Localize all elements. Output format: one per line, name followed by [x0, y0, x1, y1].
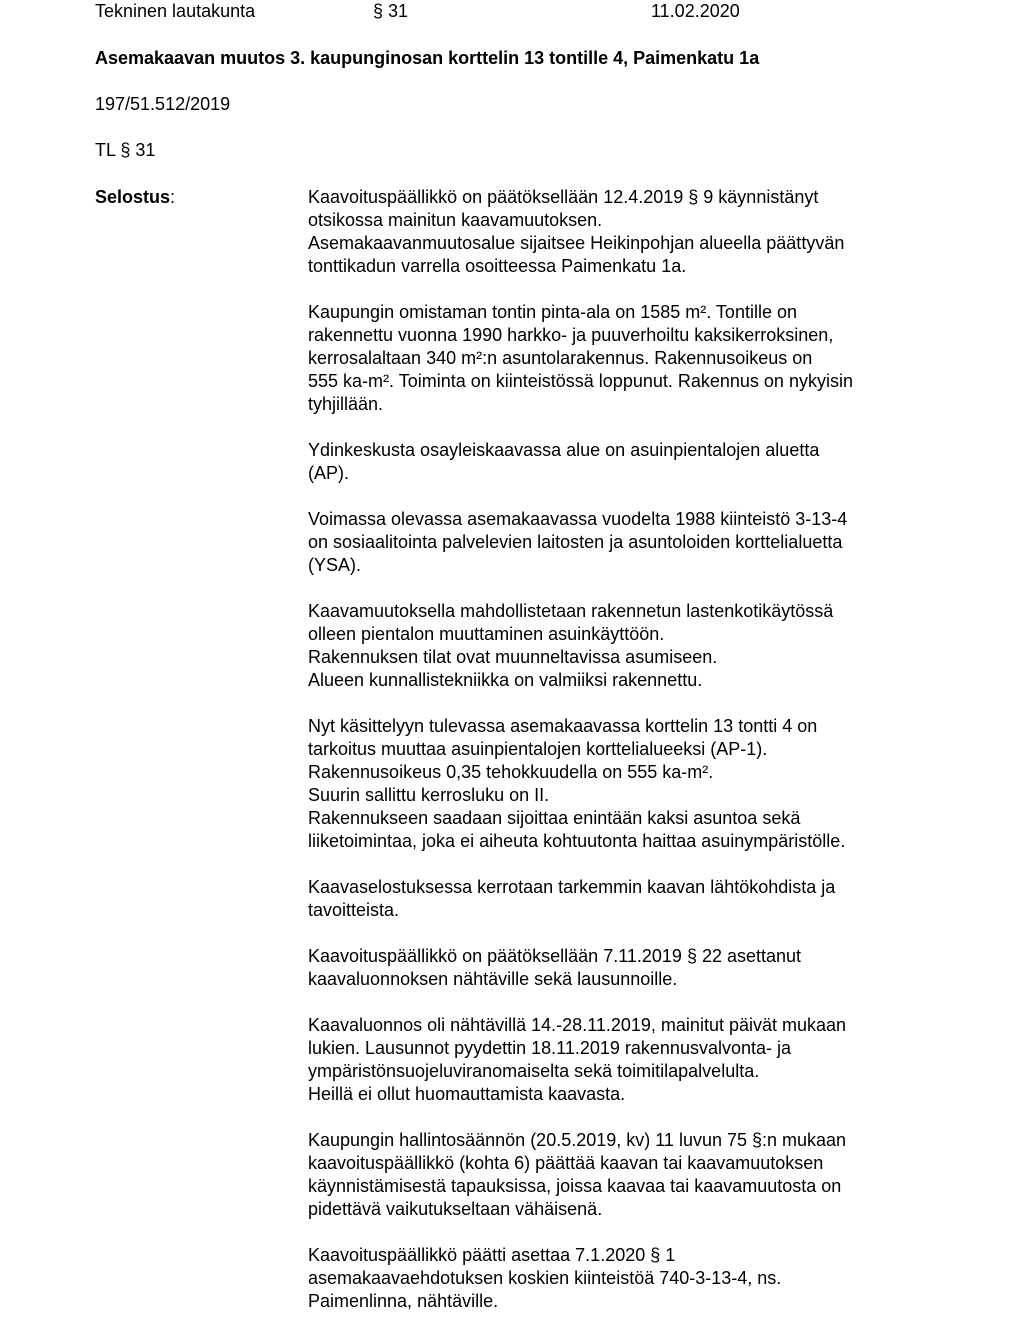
paragraph-line: tyhjillään.	[308, 394, 384, 414]
paragraph-line: Kaavamuutoksella mahdollistetaan rakennetun lastenkotikäytössä	[308, 601, 834, 621]
paragraph-line: Rakennukseen saadaan sijoittaa enintään kaksi asuntoa sekä	[308, 808, 801, 828]
paragraph-line: Nyt käsittelyyn tulevassa asemakaavassa korttelin 13 tontti 4 on	[308, 716, 818, 736]
paragraph-line: tarkoitus muuttaa asuinpientalojen korttelialueeksi (AP-1).	[308, 739, 768, 759]
body-paragraph	[308, 301, 948, 416]
paragraph-line: (AP).	[308, 463, 350, 483]
document-title: Asemakaavan muutos 3. kaupunginosan korttelin 13 tontille 4, Paimenkatu 1a	[95, 48, 760, 68]
diary-number: 197/51.512/2019	[95, 94, 231, 114]
body-paragraph	[308, 508, 948, 577]
section-label	[95, 186, 175, 209]
paragraph-line: lukien. Lausunnot pyydettin 18.11.2019 rakennusvalvonta- ja	[308, 1038, 792, 1058]
header-date: 11.02.2020	[651, 1, 740, 21]
paragraph-line: kaavoituspäällikkö (kohta 6) päättää kaavan tai kaavamuutoksen	[308, 1153, 824, 1173]
paragraph-line: Kaupungin omistaman tontin pinta-ala on 1585 m². Tontille on	[308, 302, 797, 322]
body-paragraph	[308, 1244, 948, 1313]
body-paragraph	[308, 945, 948, 991]
body-paragraph	[308, 715, 948, 853]
section-label-suffix: :	[170, 187, 176, 207]
paragraph-line: Paimenlinna, nähtäville.	[308, 1291, 499, 1311]
paragraph-line: pidettävä vaikutukseltaan vähäisenä.	[308, 1199, 603, 1219]
paragraph-line: Rakennuksen tilat ovat muunneltavissa asumiseen.	[308, 647, 718, 667]
header-organ: Tekninen lautakunta	[95, 1, 256, 21]
paragraph-line: kaavaluonnoksen nähtäville sekä lausunnoille.	[308, 969, 678, 989]
paragraph-line: Kaavoituspäällikkö on päätöksellään 7.11.2019 § 22 asettanut	[308, 946, 802, 966]
body-paragraph	[308, 439, 948, 485]
body-paragraph	[308, 186, 948, 278]
paragraph-line: Rakennusoikeus 0,35 tehokkuudella on 555 ka-m².	[308, 762, 714, 782]
paragraph-line: 555 ka-m². Toiminta on kiinteistössä loppunut. Rakennus on nykyisin	[308, 371, 853, 391]
header-section: § 31	[373, 1, 409, 21]
paragraph-line: Kaavoituspäällikkö on päätöksellään 12.4.2019 § 9 käynnistänyt	[308, 187, 819, 207]
paragraph-line: Kaavaluonnos oli nähtävillä 14.-28.11.2019, mainitut päivät mukaan	[308, 1015, 847, 1035]
paragraph-line: tonttikadun varrella osoitteessa Paimenkatu 1a.	[308, 256, 687, 276]
paragraph-line: on sosiaalitointa palvelevien laitosten ja asuntoloiden korttelialuetta	[308, 532, 843, 552]
body-paragraph	[308, 600, 948, 692]
section-reference: TL § 31	[95, 140, 156, 160]
paragraph-line: asemakaavaehdotuksen koskien kiinteistöä 740-3-13-4, ns.	[308, 1268, 782, 1288]
body-paragraph	[308, 1129, 948, 1221]
paragraph-line: Suurin sallittu kerrosluku on II.	[308, 785, 550, 805]
paragraph-line: Asemakaavanmuutosalue sijaitsee Heikinpohjan alueella päättyvän	[308, 233, 845, 253]
paragraph-line: Voimassa olevassa asemakaavassa vuodelta 1988 kiinteistö 3-13-4	[308, 509, 848, 529]
document-header	[95, 0, 995, 24]
body-paragraph	[308, 1014, 948, 1106]
paragraph-line: Kaupungin hallintosäännön (20.5.2019, kv) 11 luvun 75 §:n mukaan	[308, 1130, 847, 1150]
paragraph-line: Ydinkeskusta osayleiskaavassa alue on asuinpientalojen aluetta	[308, 440, 820, 460]
paragraph-line: Kaavoituspäällikkö päätti asettaa 7.1.2020 § 1	[308, 1245, 676, 1265]
paragraph-line: käynnistämisestä tapauksissa, joissa kaavaa tai kaavamuutosta on	[308, 1176, 842, 1196]
paragraph-line: Alueen kunnallistekniikka on valmiiksi rakennettu.	[308, 670, 703, 690]
section-label-text: Selostus	[95, 187, 171, 207]
paragraph-line: Heillä ei ollut huomauttamista kaavasta.	[308, 1084, 626, 1104]
paragraph-line: kerrosalaltaan 340 m²:n asuntolarakennus. Rakennusoikeus on	[308, 348, 813, 368]
paragraph-line: tavoitteista.	[308, 900, 400, 920]
paragraph-line: Kaavaselostuksessa kerrotaan tarkemmin kaavan lähtökohdista ja	[308, 877, 836, 897]
body-paragraph	[308, 876, 948, 922]
paragraph-line: liiketoimintaa, joka ei aiheuta kohtuutonta haittaa asuinympäristölle.	[308, 831, 846, 851]
paragraph-line: rakennettu vuonna 1990 harkko- ja puuverhoiltu kaksikerroksinen,	[308, 325, 834, 345]
body-text	[308, 186, 948, 1336]
paragraph-line: (YSA).	[308, 555, 362, 575]
paragraph-line: olleen pientalon muuttaminen asuinkäyttöön.	[308, 624, 665, 644]
paragraph-line: ympäristönsuojeluviranomaiselta sekä toimitilapalvelulta.	[308, 1061, 760, 1081]
paragraph-line: otsikossa mainitun kaavamuutoksen.	[308, 210, 603, 230]
